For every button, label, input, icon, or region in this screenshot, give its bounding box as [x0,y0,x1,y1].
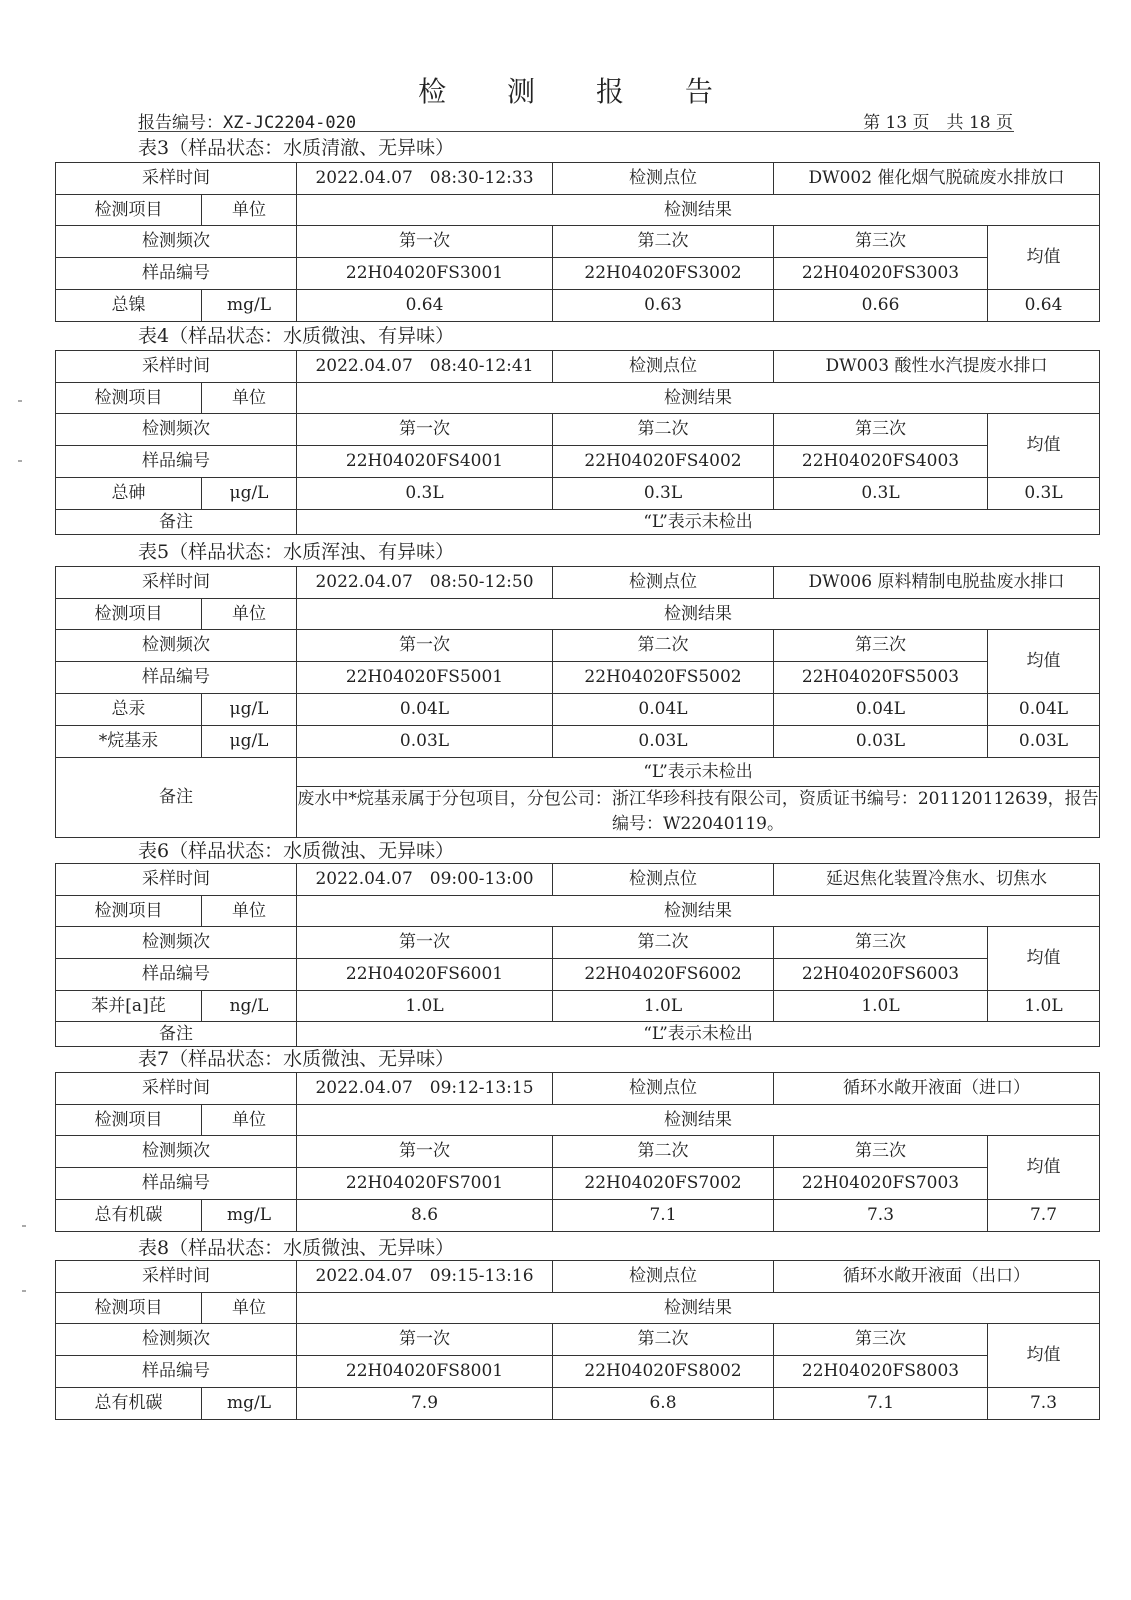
sample-no-value: 22H04020FS3003 [774,258,988,290]
test-result-label: 检测结果 [297,599,1100,630]
scan-speck [22,1225,26,1227]
test-item-label: 检测项目 [56,599,202,630]
result-mean: 1.0L [988,991,1100,1022]
sampling-time-label: 采样时间 [56,163,297,195]
page-title: 检 测 报 告 [418,75,739,108]
result-second: 0.03L [553,726,774,758]
result-first: 1.0L [297,991,553,1022]
result-row [56,290,1100,322]
sample-no-label: 样品编号 [56,1356,297,1388]
sampling-time-label: 采样时间 [56,351,297,383]
frequency-label: 检测频次 [56,927,297,959]
sampling-row [56,864,1100,896]
sampling-time-value: 2022.04.07 09:12-13:15 [297,1073,553,1105]
result-first: 0.04L [297,694,553,726]
test-item-name: 总有机碳 [56,1200,202,1232]
result-first: 0.3L [297,478,553,510]
header-row [56,1105,1100,1136]
result-mean: 7.3 [988,1388,1100,1420]
result-third: 0.3L [774,478,988,510]
result-third: 7.3 [774,1200,988,1232]
result-row [56,991,1100,1022]
sample-no-value: 22H04020FS8002 [553,1356,774,1388]
test-item-name: 总有机碳 [56,1388,202,1420]
remark-label: 备注 [56,510,297,535]
result-second: 1.0L [553,991,774,1022]
result-second: 0.3L [553,478,774,510]
sample-no-row [56,959,1100,991]
frequency-second: 第二次 [553,414,774,446]
table-caption: 表5（样品状态：水质浑浊、有异味） [138,541,455,563]
test-result-label: 检测结果 [297,383,1100,414]
sample-no-value: 22H04020FS5003 [774,662,988,694]
frequency-row [56,226,1100,258]
frequency-first: 第一次 [297,414,553,446]
remark-text: “L”表示未检出 [297,510,1100,535]
test-point-label: 检测点位 [553,567,774,599]
sample-no-value: 22H04020FS7002 [553,1168,774,1200]
sampling-row [56,1261,1100,1293]
mean-label: 均值 [988,1136,1100,1200]
test-result-label: 检测结果 [297,1105,1100,1136]
frequency-third: 第三次 [774,1324,988,1356]
result-mean: 0.64 [988,290,1100,322]
scan-speck [22,1290,26,1292]
remark-label: 备注 [56,1022,297,1047]
unit-value: μg/L [202,726,297,758]
test-item-name: 总镍 [56,290,202,322]
result-table [55,350,1100,535]
test-item-label: 检测项目 [56,896,202,927]
frequency-first: 第一次 [297,927,553,959]
scan-speck [18,400,22,402]
sampling-row [56,1073,1100,1105]
unit-label: 单位 [202,1105,297,1136]
sampling-time-label: 采样时间 [56,567,297,599]
sample-no-value: 22H04020FS7003 [774,1168,988,1200]
result-mean: 0.3L [988,478,1100,510]
sample-no-value: 22H04020FS3001 [297,258,553,290]
test-point-label: 检测点位 [553,163,774,195]
sampling-time-label: 采样时间 [56,864,297,896]
result-second: 0.04L [553,694,774,726]
sample-no-value: 22H04020FS4003 [774,446,988,478]
result-row [56,694,1100,726]
result-row [56,1388,1100,1420]
unit-label: 单位 [202,383,297,414]
sample-no-value: 22H04020FS7001 [297,1168,553,1200]
frequency-second: 第二次 [553,927,774,959]
test-point-value: 循环水敞开液面（出口） [774,1261,1100,1293]
sample-no-row [56,1168,1100,1200]
sampling-time-value: 2022.04.07 09:15-13:16 [297,1261,553,1293]
table-caption: 表7（样品状态：水质微浊、无异味） [138,1048,455,1070]
frequency-row [56,1324,1100,1356]
result-second: 0.63 [553,290,774,322]
frequency-third: 第三次 [774,630,988,662]
test-result-label: 检测结果 [297,195,1100,226]
sample-no-row [56,258,1100,290]
sample-no-label: 样品编号 [56,1168,297,1200]
remark-text: “L”表示未检出 [297,758,1100,787]
unit-value: μg/L [202,478,297,510]
header-divider [138,131,1014,132]
frequency-row [56,1136,1100,1168]
frequency-label: 检测频次 [56,226,297,258]
frequency-first: 第一次 [297,226,553,258]
remark-text: 废水中*烷基汞属于分包项目，分包公司：浙江华珍科技有限公司，资质证书编号：201120112639，报告编号：W22040119。 [297,787,1100,838]
result-row [56,726,1100,758]
sample-no-row [56,1356,1100,1388]
test-point-label: 检测点位 [553,1073,774,1105]
result-third: 1.0L [774,991,988,1022]
frequency-third: 第三次 [774,927,988,959]
remark-row [56,510,1100,535]
unit-label: 单位 [202,1293,297,1324]
sample-no-label: 样品编号 [56,959,297,991]
frequency-label: 检测频次 [56,630,297,662]
header-row [56,1293,1100,1324]
remark-text: “L”表示未检出 [297,1022,1100,1047]
test-point-label: 检测点位 [553,1261,774,1293]
table-caption: 表8（样品状态：水质微浊、无异味） [138,1237,455,1259]
page-number: 第 13 页 共 18 页 [863,113,1013,133]
sample-no-row [56,446,1100,478]
header-row [56,383,1100,414]
sample-no-value: 22H04020FS8003 [774,1356,988,1388]
header-row [56,195,1100,226]
unit-value: mg/L [202,1388,297,1420]
unit-label: 单位 [202,195,297,226]
test-result-label: 检测结果 [297,896,1100,927]
test-item-name: 总汞 [56,694,202,726]
frequency-label: 检测频次 [56,1136,297,1168]
test-point-value: DW006 原料精制电脱盐废水排口 [774,567,1100,599]
frequency-second: 第二次 [553,226,774,258]
sampling-time-value: 2022.04.07 08:40-12:41 [297,351,553,383]
header-row [56,599,1100,630]
unit-label: 单位 [202,896,297,927]
header-row [56,896,1100,927]
mean-label: 均值 [988,414,1100,478]
sampling-row [56,351,1100,383]
result-table [55,863,1100,1047]
table-caption: 表6（样品状态：水质微浊、无异味） [138,840,455,862]
sample-no-value: 22H04020FS4001 [297,446,553,478]
sample-no-label: 样品编号 [56,662,297,694]
test-item-name: *烷基汞 [56,726,202,758]
sample-no-row [56,662,1100,694]
sampling-row [56,163,1100,195]
frequency-first: 第一次 [297,1136,553,1168]
result-table [55,1072,1100,1232]
sample-no-label: 样品编号 [56,446,297,478]
test-point-value: 延迟焦化装置冷焦水、切焦水 [774,864,1100,896]
result-table [55,566,1100,838]
mean-label: 均值 [988,1324,1100,1388]
test-item-label: 检测项目 [56,1293,202,1324]
frequency-label: 检测频次 [56,1324,297,1356]
remark-row [56,758,1100,787]
test-item-label: 检测项目 [56,383,202,414]
remark-row [56,1022,1100,1047]
sample-no-value: 22H04020FS6002 [553,959,774,991]
frequency-row [56,927,1100,959]
result-first: 0.64 [297,290,553,322]
result-third: 0.04L [774,694,988,726]
report-number: 报告编号：XZ-JC2204-020 [138,113,357,133]
mean-label: 均值 [988,630,1100,694]
unit-value: mg/L [202,1200,297,1232]
sampling-time-label: 采样时间 [56,1261,297,1293]
result-mean: 0.03L [988,726,1100,758]
result-first: 8.6 [297,1200,553,1232]
frequency-first: 第一次 [297,1324,553,1356]
sample-no-value: 22H04020FS5002 [553,662,774,694]
sample-no-value: 22H04020FS3002 [553,258,774,290]
test-point-label: 检测点位 [553,864,774,896]
result-row [56,1200,1100,1232]
result-row [56,478,1100,510]
test-item-label: 检测项目 [56,195,202,226]
result-mean: 0.04L [988,694,1100,726]
test-point-value: DW002 催化烟气脱硫废水排放口 [774,163,1100,195]
frequency-third: 第三次 [774,1136,988,1168]
sample-no-value: 22H04020FS6003 [774,959,988,991]
sampling-time-value: 2022.04.07 08:50-12:50 [297,567,553,599]
scan-speck [18,460,22,462]
test-result-label: 检测结果 [297,1293,1100,1324]
result-second: 7.1 [553,1200,774,1232]
unit-value: mg/L [202,290,297,322]
frequency-second: 第二次 [553,1324,774,1356]
table-caption: 表3（样品状态：水质清澈、无异味） [138,137,455,159]
test-item-label: 检测项目 [56,1105,202,1136]
frequency-first: 第一次 [297,630,553,662]
frequency-third: 第三次 [774,414,988,446]
result-second: 6.8 [553,1388,774,1420]
frequency-second: 第二次 [553,630,774,662]
test-item-name: 苯并[a]芘 [56,991,202,1022]
result-first: 0.03L [297,726,553,758]
frequency-third: 第三次 [774,226,988,258]
test-point-label: 检测点位 [553,351,774,383]
sampling-time-label: 采样时间 [56,1073,297,1105]
table-caption: 表4（样品状态：水质微浊、有异味） [138,325,455,347]
test-point-value: DW003 酸性水汽提废水排口 [774,351,1100,383]
frequency-second: 第二次 [553,1136,774,1168]
sampling-row [56,567,1100,599]
result-first: 7.9 [297,1388,553,1420]
frequency-row [56,414,1100,446]
sample-no-label: 样品编号 [56,258,297,290]
unit-value: μg/L [202,694,297,726]
result-third: 7.1 [774,1388,988,1420]
sample-no-value: 22H04020FS8001 [297,1356,553,1388]
mean-label: 均值 [988,226,1100,290]
result-mean: 7.7 [988,1200,1100,1232]
result-third: 0.03L [774,726,988,758]
sampling-time-value: 2022.04.07 08:30-12:33 [297,163,553,195]
result-third: 0.66 [774,290,988,322]
frequency-label: 检测频次 [56,414,297,446]
remark-label: 备注 [56,758,297,838]
sample-no-value: 22H04020FS4002 [553,446,774,478]
sample-no-value: 22H04020FS5001 [297,662,553,694]
result-table [55,1260,1100,1420]
test-item-name: 总砷 [56,478,202,510]
test-point-value: 循环水敞开液面（进口） [774,1073,1100,1105]
unit-label: 单位 [202,599,297,630]
result-table [55,162,1100,322]
sample-no-value: 22H04020FS6001 [297,959,553,991]
mean-label: 均值 [988,927,1100,991]
frequency-row [56,630,1100,662]
sampling-time-value: 2022.04.07 09:00-13:00 [297,864,553,896]
unit-value: ng/L [202,991,297,1022]
